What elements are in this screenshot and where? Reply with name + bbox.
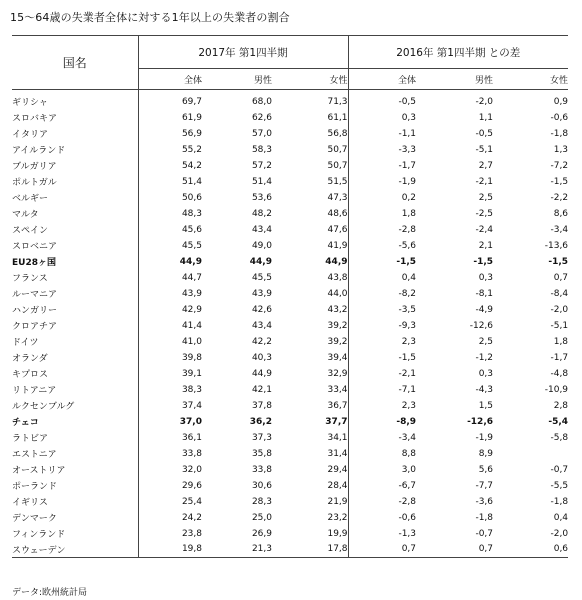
value-cell: 43,9 xyxy=(181,288,202,299)
value-cell: 34,1 xyxy=(272,430,348,446)
value-cell: 47,3 xyxy=(272,190,348,206)
value-cell: 42,1 xyxy=(251,384,272,395)
value-cell: -0,6 xyxy=(398,512,417,523)
value-cell: -1,5 xyxy=(396,256,417,267)
value-cell: 39,4 xyxy=(272,350,348,366)
value-cell: 8,9 xyxy=(478,448,494,459)
value-cell: -3,3 xyxy=(398,144,417,155)
value-cell: 57,0 xyxy=(251,128,272,139)
value-cell: 44,9 xyxy=(272,254,348,270)
subheader-female-diff: 女性 xyxy=(493,69,568,90)
value-cell: 45,5 xyxy=(251,272,272,283)
value-cell: -8,9 xyxy=(396,416,417,427)
table-row xyxy=(12,126,568,142)
value-cell: 0,7 xyxy=(348,542,416,558)
subheader-male-2017: 男性 xyxy=(202,69,272,90)
country-name: ドイツ xyxy=(12,334,138,350)
value-cell: 61,9 xyxy=(181,112,202,123)
value-cell: -2,8 xyxy=(398,496,417,507)
value-cell: 39,1 xyxy=(181,368,202,379)
value-cell: 32,9 xyxy=(272,366,348,382)
value-cell: 19,9 xyxy=(272,526,348,542)
value-cell: -3,4 xyxy=(398,432,417,443)
table-row xyxy=(12,318,568,334)
value-cell: 2,5 xyxy=(478,336,494,347)
value-cell: 41,9 xyxy=(272,238,348,254)
country-name: ラトビア xyxy=(12,430,138,446)
value-cell: -4,3 xyxy=(475,384,494,395)
table-row xyxy=(12,446,568,462)
value-cell: 42,2 xyxy=(251,336,272,347)
value-cell: 2,3 xyxy=(401,336,417,347)
value-cell: 5,6 xyxy=(478,464,494,475)
value-cell: 45,6 xyxy=(181,224,202,235)
value-cell: -1,5 xyxy=(550,176,569,187)
table-row xyxy=(12,270,568,286)
country-name: スロベニア xyxy=(12,238,138,254)
value-cell: -2,0 xyxy=(550,528,569,539)
country-name: エストニア xyxy=(12,446,138,462)
value-cell: -0,6 xyxy=(550,112,569,123)
country-name: ルクセンブルグ xyxy=(12,398,138,414)
value-cell: -5,8 xyxy=(550,432,569,443)
value-cell: -0,5 xyxy=(398,96,417,107)
value-cell: 1,1 xyxy=(478,112,494,123)
value-cell: 53,6 xyxy=(251,192,272,203)
value-cell: -5,4 xyxy=(548,416,569,427)
value-cell: 44,9 xyxy=(249,256,272,267)
table-row xyxy=(12,142,568,158)
value-cell: 2,1 xyxy=(478,240,494,251)
value-cell: -1,5 xyxy=(398,352,417,363)
table-row xyxy=(12,302,568,318)
table-row xyxy=(12,510,568,526)
value-cell: 23,8 xyxy=(181,528,202,539)
value-cell: 29,6 xyxy=(181,480,202,491)
value-cell: 0,2 xyxy=(401,192,417,203)
value-cell: 58,3 xyxy=(251,144,272,155)
group-header-2017q1: 2017年 第1四半期 xyxy=(138,36,348,69)
value-cell: 45,5 xyxy=(181,240,202,251)
country-name: デンマーク xyxy=(12,510,138,526)
value-cell: -2,0 xyxy=(550,304,569,315)
value-cell: 40,3 xyxy=(251,352,272,363)
value-cell: 33,8 xyxy=(251,464,272,475)
value-cell: 68,0 xyxy=(251,96,272,107)
value-cell: -1,7 xyxy=(398,160,417,171)
table-row xyxy=(12,158,568,174)
value-cell: 21,9 xyxy=(272,494,348,510)
value-cell: 25,4 xyxy=(181,496,202,507)
value-cell: 41,0 xyxy=(181,336,202,347)
value-cell: 50,7 xyxy=(272,158,348,174)
value-cell: 71,3 xyxy=(272,90,348,110)
value-cell: 37,3 xyxy=(251,432,272,443)
table-row xyxy=(12,414,568,430)
value-cell: -3,6 xyxy=(475,496,494,507)
country-name: リトアニア xyxy=(12,382,138,398)
value-cell: 30,6 xyxy=(251,480,272,491)
value-cell: 56,8 xyxy=(272,126,348,142)
value-cell: 42,6 xyxy=(251,304,272,315)
value-cell: 31,4 xyxy=(272,446,348,462)
subheader-total-diff: 全体 xyxy=(348,69,416,90)
value-cell: 43,4 xyxy=(251,320,272,331)
value-cell: 2,5 xyxy=(478,192,494,203)
value-cell: -2,2 xyxy=(550,192,569,203)
value-cell: 37,4 xyxy=(181,400,202,411)
value-cell: 0,3 xyxy=(478,272,494,283)
value-cell: 0,4 xyxy=(401,272,417,283)
value-cell: -13,6 xyxy=(544,240,569,251)
value-cell: 32,0 xyxy=(181,464,202,475)
value-cell: 48,3 xyxy=(181,208,202,219)
value-cell: -0,5 xyxy=(475,128,494,139)
value-cell: -1,1 xyxy=(398,128,417,139)
table-row xyxy=(12,110,568,126)
value-cell: 51,5 xyxy=(272,174,348,190)
table-row xyxy=(12,462,568,478)
table-row xyxy=(12,174,568,190)
value-cell: 39,8 xyxy=(181,352,202,363)
country-name: ポーランド xyxy=(12,478,138,494)
value-cell: -3,4 xyxy=(550,224,569,235)
value-cell: 0,6 xyxy=(493,542,568,558)
value-cell: 39,2 xyxy=(272,318,348,334)
value-cell: -4,8 xyxy=(550,368,569,379)
value-cell: 2,3 xyxy=(401,400,417,411)
value-cell: -12,6 xyxy=(467,416,494,427)
value-cell: 44,0 xyxy=(272,286,348,302)
value-cell: 28,4 xyxy=(272,478,348,494)
value-cell: -0,7 xyxy=(475,528,494,539)
unemployment-table xyxy=(12,35,568,558)
table-row xyxy=(12,190,568,206)
table-body xyxy=(12,90,568,558)
value-cell: 1,3 xyxy=(553,144,569,155)
value-cell: 36,2 xyxy=(249,416,272,427)
value-cell: 38,3 xyxy=(181,384,202,395)
value-cell: 1,8 xyxy=(401,208,417,219)
value-cell: -8,4 xyxy=(550,288,569,299)
country-name: ブルガリア xyxy=(12,158,138,174)
country-name: EU28ヶ国 xyxy=(12,254,138,270)
table-row xyxy=(12,430,568,446)
value-cell: 0,3 xyxy=(401,112,417,123)
value-cell: -1,2 xyxy=(475,352,494,363)
country-name: キプロス xyxy=(12,366,138,382)
table-row xyxy=(12,222,568,238)
value-cell: -1,9 xyxy=(475,432,494,443)
value-cell: -5,1 xyxy=(475,144,494,155)
value-cell xyxy=(493,446,568,462)
value-cell: -2,0 xyxy=(475,96,494,107)
table-row xyxy=(12,494,568,510)
value-cell: -1,5 xyxy=(548,256,569,267)
value-cell: 8,8 xyxy=(401,448,417,459)
country-name: スロバキア xyxy=(12,110,138,126)
value-cell: 43,9 xyxy=(251,288,272,299)
value-cell: -2,4 xyxy=(475,224,494,235)
value-cell: 49,0 xyxy=(251,240,272,251)
value-cell: -5,1 xyxy=(550,320,569,331)
table-row xyxy=(12,542,568,558)
value-cell: -1,9 xyxy=(398,176,417,187)
value-cell: -7,7 xyxy=(475,480,494,491)
value-cell: 56,9 xyxy=(181,128,202,139)
subheader-male-diff: 男性 xyxy=(416,69,493,90)
value-cell: 51,4 xyxy=(251,176,272,187)
value-cell: 37,0 xyxy=(179,416,202,427)
value-cell: 17,8 xyxy=(272,542,348,558)
value-cell: 3,0 xyxy=(401,464,417,475)
value-cell: -2,1 xyxy=(398,368,417,379)
country-column-header: 国名 xyxy=(12,36,138,90)
value-cell: -12,6 xyxy=(469,320,494,331)
value-cell: 19,8 xyxy=(138,542,202,558)
value-cell: 2,8 xyxy=(553,400,569,411)
country-name: ポルトガル xyxy=(12,174,138,190)
country-name: フィンランド xyxy=(12,526,138,542)
country-name: チェコ xyxy=(12,414,138,430)
value-cell: 24,2 xyxy=(181,512,202,523)
value-cell: -7,1 xyxy=(398,384,417,395)
table-row xyxy=(12,286,568,302)
value-cell: 54,2 xyxy=(181,160,202,171)
value-cell: 48,6 xyxy=(272,206,348,222)
value-cell: -8,2 xyxy=(398,288,417,299)
value-cell: 2,7 xyxy=(478,160,494,171)
value-cell: -1,8 xyxy=(550,496,569,507)
value-cell: -1,7 xyxy=(550,352,569,363)
value-cell: 61,1 xyxy=(272,110,348,126)
country-name: スウェーデン xyxy=(12,542,138,558)
value-cell: -1,8 xyxy=(475,512,494,523)
table-row xyxy=(12,206,568,222)
value-cell: 0,7 xyxy=(553,272,569,283)
value-cell: -4,9 xyxy=(475,304,494,315)
value-cell: 0,3 xyxy=(478,368,494,379)
value-cell: 1,5 xyxy=(478,400,494,411)
value-cell: -1,3 xyxy=(398,528,417,539)
value-cell: 44,9 xyxy=(251,368,272,379)
value-cell: -9,3 xyxy=(398,320,417,331)
value-cell: 23,2 xyxy=(272,510,348,526)
value-cell: 48,2 xyxy=(251,208,272,219)
value-cell: 39,2 xyxy=(272,334,348,350)
value-cell: 62,6 xyxy=(251,112,272,123)
value-cell: -10,9 xyxy=(544,384,569,395)
table-row xyxy=(12,254,568,270)
country-name: オーストリア xyxy=(12,462,138,478)
value-cell: -2,8 xyxy=(398,224,417,235)
value-cell: 43,4 xyxy=(251,224,272,235)
group-header-diff-2016q1: 2016年 第1四半期 との差 xyxy=(348,36,568,69)
country-name: ギリシャ xyxy=(12,90,138,110)
value-cell: 43,2 xyxy=(272,302,348,318)
value-cell: 55,2 xyxy=(181,144,202,155)
value-cell: 8,6 xyxy=(553,208,569,219)
value-cell: 1,8 xyxy=(553,336,569,347)
table-row xyxy=(12,526,568,542)
country-name: フランス xyxy=(12,270,138,286)
value-cell: -2,5 xyxy=(475,208,494,219)
value-cell: 50,6 xyxy=(181,192,202,203)
table-row xyxy=(12,478,568,494)
country-name: アイルランド xyxy=(12,142,138,158)
value-cell: 28,3 xyxy=(251,496,272,507)
value-cell: 57,2 xyxy=(251,160,272,171)
value-cell: 35,8 xyxy=(251,448,272,459)
value-cell: -6,7 xyxy=(398,480,417,491)
source-note: データ:欧州統計局 xyxy=(12,588,88,598)
subheader-total-2017: 全体 xyxy=(138,69,202,90)
value-cell: 26,9 xyxy=(251,528,272,539)
value-cell: 51,4 xyxy=(181,176,202,187)
page-title: 15〜64歳の失業者全体に対する1年以上の失業者の割合 xyxy=(10,11,290,24)
value-cell: -1,8 xyxy=(550,128,569,139)
country-name: オランダ xyxy=(12,350,138,366)
value-cell: 29,4 xyxy=(272,462,348,478)
value-cell: 37,8 xyxy=(251,400,272,411)
value-cell: -7,2 xyxy=(550,160,569,171)
country-name: イタリア xyxy=(12,126,138,142)
value-cell: 43,8 xyxy=(272,270,348,286)
value-cell: 33,8 xyxy=(181,448,202,459)
value-cell: 36,1 xyxy=(181,432,202,443)
value-cell: -5,6 xyxy=(398,240,417,251)
value-cell: -1,5 xyxy=(473,256,494,267)
value-cell: 44,9 xyxy=(179,256,202,267)
country-name: ルーマニア xyxy=(12,286,138,302)
table-row xyxy=(12,398,568,414)
value-cell: -3,5 xyxy=(398,304,417,315)
table-row xyxy=(12,334,568,350)
value-cell: 44,7 xyxy=(181,272,202,283)
value-cell: 0,9 xyxy=(553,96,569,107)
country-name: ハンガリー xyxy=(12,302,138,318)
value-cell: 42,9 xyxy=(181,304,202,315)
table-row xyxy=(12,238,568,254)
value-cell: 0,7 xyxy=(416,542,493,558)
value-cell: -5,5 xyxy=(550,480,569,491)
country-name: マルタ xyxy=(12,206,138,222)
value-cell: -8,1 xyxy=(475,288,494,299)
value-cell: 37,7 xyxy=(272,414,348,430)
value-cell: -0,7 xyxy=(550,464,569,475)
table-row xyxy=(12,366,568,382)
value-cell: 0,4 xyxy=(553,512,569,523)
value-cell: 25,0 xyxy=(251,512,272,523)
subheader-female-2017: 女性 xyxy=(272,69,348,90)
value-cell: 36,7 xyxy=(272,398,348,414)
value-cell: 21,3 xyxy=(202,542,272,558)
country-name: イギリス xyxy=(12,494,138,510)
country-name: クロアチア xyxy=(12,318,138,334)
value-cell: 69,7 xyxy=(181,96,202,107)
value-cell: 41,4 xyxy=(181,320,202,331)
value-cell: 47,6 xyxy=(272,222,348,238)
country-name: ベルギー xyxy=(12,190,138,206)
table-row xyxy=(12,90,568,110)
table-row xyxy=(12,350,568,366)
value-cell: 50,7 xyxy=(272,142,348,158)
country-name: スペイン xyxy=(12,222,138,238)
value-cell: 33,4 xyxy=(272,382,348,398)
value-cell: -2,1 xyxy=(475,176,494,187)
table-row xyxy=(12,382,568,398)
